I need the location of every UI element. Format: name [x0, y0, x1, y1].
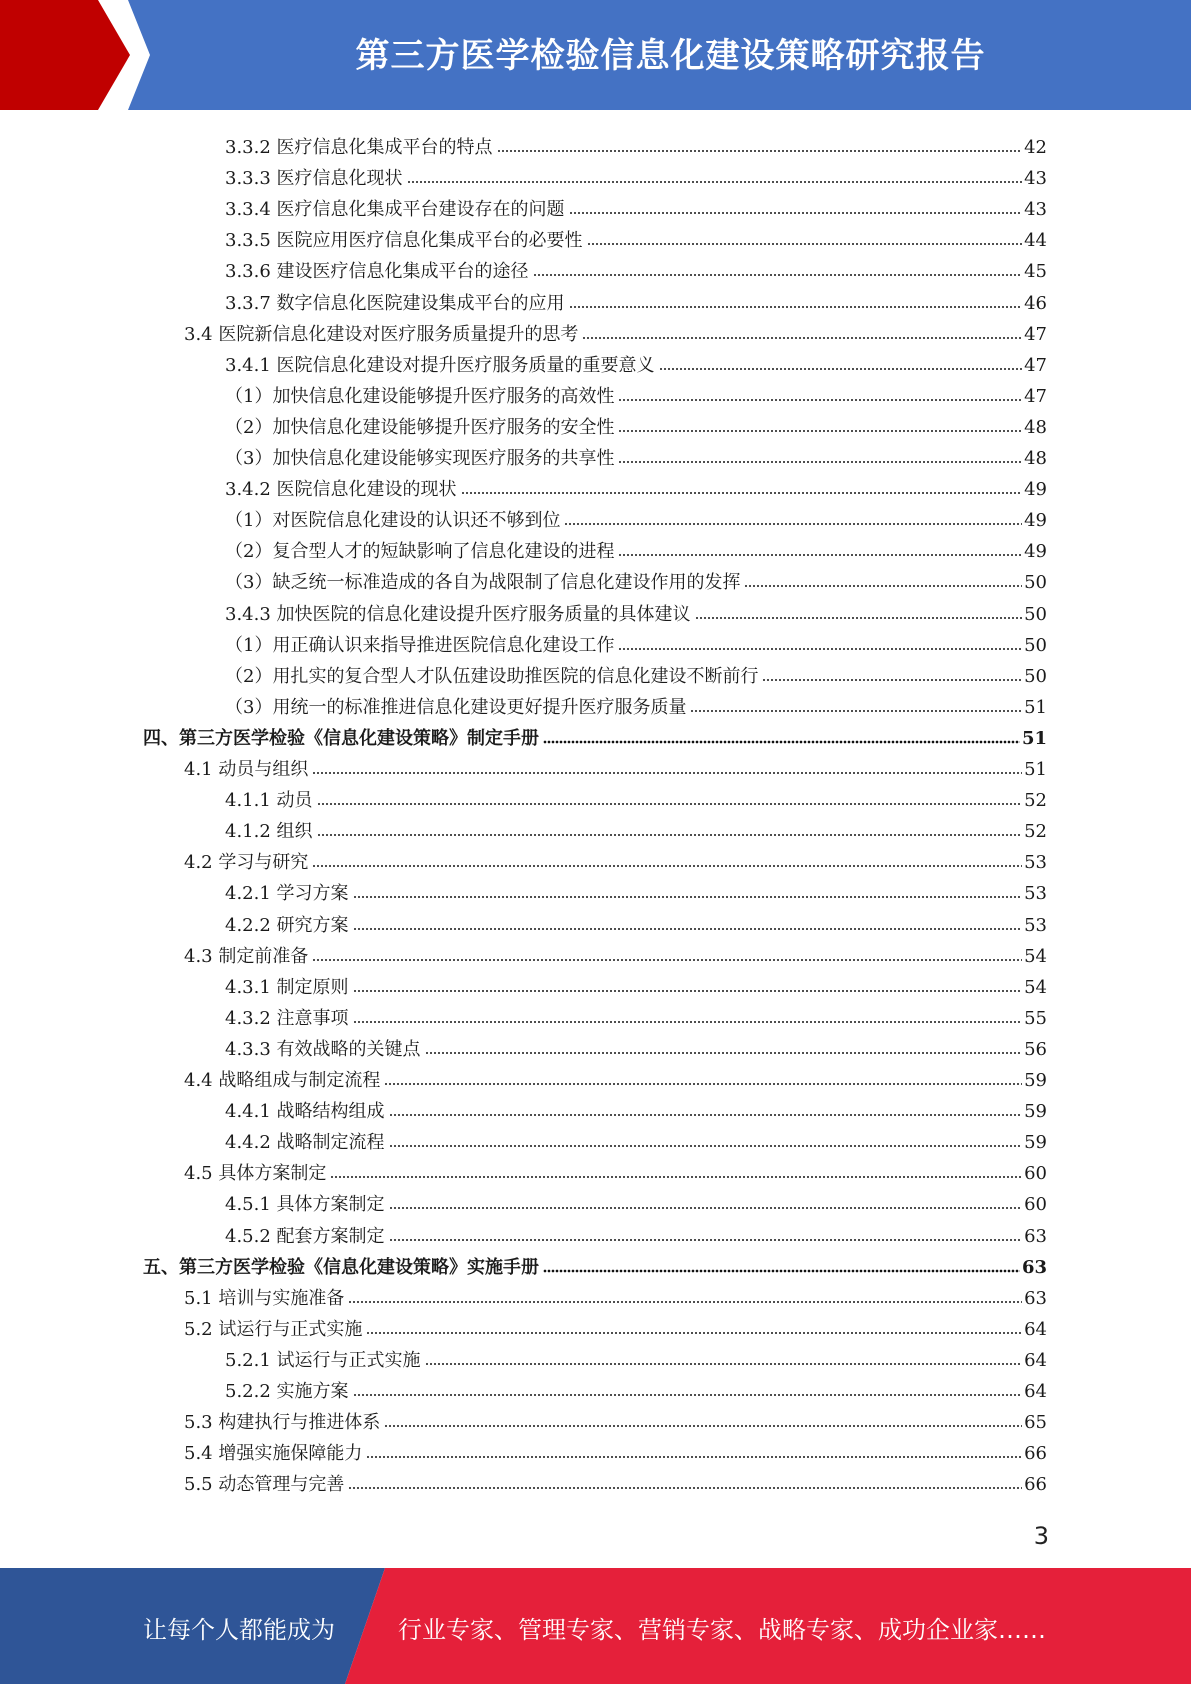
toc-entry-page: 51 [1021, 727, 1047, 749]
toc-entry-page: 46 [1024, 292, 1047, 314]
toc-entry-label: 4.1.2 组织 [225, 821, 313, 843]
toc-entry[interactable] [225, 377, 1047, 408]
toc-entry[interactable] [184, 1279, 1047, 1310]
toc-entry[interactable] [225, 1185, 1047, 1216]
toc-entry-label: 3.4.1 医院信息化建设对提升医疗服务质量的重要意义 [225, 354, 655, 376]
footer-slogan-right: 行业专家、管理专家、营销专家、战略专家、成功企业家…… [398, 1616, 1046, 1644]
toc-entry-page: 51 [1024, 759, 1047, 780]
toc-leader-dots [330, 1174, 1022, 1180]
toc-entry-label: （2）用扎实的复合型人才队伍建设助推医院的信息化建设不断前行 [225, 665, 759, 687]
toc-leader-dots [312, 957, 1022, 963]
toc-entry-label: 5.4 增强实施保障能力 [184, 1443, 363, 1465]
toc-entry-page: 48 [1024, 448, 1047, 469]
toc-leader-dots [312, 863, 1022, 869]
toc-entry[interactable] [225, 906, 1047, 937]
toc-entry-label: 4.1 动员与组织 [184, 759, 309, 780]
footer-banner [0, 1568, 1191, 1684]
toc-entry[interactable] [225, 781, 1047, 812]
toc-entry-page: 50 [1024, 665, 1047, 687]
toc-leader-dots [353, 894, 1023, 900]
toc-entry[interactable] [184, 1434, 1047, 1465]
toc-entry[interactable] [184, 1061, 1047, 1092]
toc-entry-label: 4.5.2 配套方案制定 [225, 1225, 385, 1247]
toc-entry[interactable] [225, 1092, 1047, 1123]
toc-entry-page: 43 [1024, 168, 1047, 190]
toc-entry-label: 5.2.1 试运行与正式实施 [225, 1349, 421, 1371]
toc-leader-dots [389, 1237, 1023, 1243]
toc-leader-dots [389, 1205, 1023, 1211]
toc-entry-page: 60 [1024, 1194, 1047, 1216]
toc-entry[interactable] [225, 346, 1047, 377]
toc-leader-dots [659, 366, 1023, 372]
toc-entry-label: 4.5.1 具体方案制定 [225, 1194, 385, 1216]
toc-leader-dots [618, 428, 1022, 434]
toc-leader-dots [366, 1330, 1022, 1336]
toc-entry[interactable] [143, 1248, 1047, 1279]
toc-leader-dots [348, 1485, 1022, 1491]
toc-entry-page: 49 [1024, 541, 1047, 563]
toc-entry[interactable] [225, 128, 1047, 159]
toc-entry-label: 3.3.3 医疗信息化现状 [225, 168, 403, 190]
toc-entry-page: 50 [1024, 603, 1047, 625]
toc-leader-dots [618, 552, 1022, 558]
toc-entry[interactable] [143, 719, 1047, 750]
toc-entry-page: 49 [1024, 479, 1047, 501]
toc-entry-label: 4.5 具体方案制定 [184, 1163, 327, 1185]
toc-leader-dots [690, 708, 1022, 714]
toc-leader-dots [618, 646, 1022, 652]
toc-entry-label: 4.2.1 学习方案 [225, 883, 349, 905]
toc-entry[interactable] [225, 252, 1047, 283]
toc-entry[interactable] [225, 1217, 1047, 1248]
toc-leader-dots [353, 988, 1023, 994]
toc-entry-page: 54 [1024, 945, 1047, 967]
toc-entry-label: 5.2 试运行与正式实施 [184, 1318, 363, 1340]
toc-entry[interactable] [225, 439, 1047, 470]
toc-entry-label: 5.2.2 实施方案 [225, 1381, 349, 1402]
toc-entry-label: 3.4.3 加快医院的信息化建设提升医疗服务质量的具体建议 [225, 603, 691, 625]
toc-leader-dots [533, 272, 1023, 278]
toc-entry[interactable] [225, 532, 1047, 563]
toc-entry-page: 50 [1024, 634, 1047, 656]
toc-leader-dots [618, 459, 1022, 465]
toc-entry[interactable] [225, 470, 1047, 501]
toc-entry-page: 47 [1024, 385, 1047, 407]
toc-entry-page: 44 [1024, 230, 1047, 252]
toc-leader-dots [569, 210, 1023, 216]
toc-entry-label: 5.5 动态管理与完善 [184, 1474, 345, 1496]
toc-entry-page: 59 [1024, 1101, 1047, 1123]
toc-entry-label: 四、第三方医学检验《信息化建设策略》制定手册 [143, 727, 539, 749]
toc-entry-label: 4.3.1 制定原则 [225, 976, 349, 998]
header-chevron-decoration [0, 0, 160, 110]
toc-entry-label: 4.1.1 动员 [225, 790, 313, 812]
toc-entry-page: 63 [1024, 1287, 1047, 1309]
toc-entry[interactable] [184, 843, 1047, 874]
toc-entry[interactable] [184, 1465, 1047, 1496]
toc-entry-label: 4.4.1 战略结构组成 [225, 1101, 385, 1123]
toc-entry-label: 五、第三方医学检验《信息化建设策略》实施手册 [143, 1256, 539, 1278]
toc-leader-dots [569, 304, 1023, 310]
toc-entry[interactable] [225, 190, 1047, 221]
toc-entry-label: 4.3.3 有效战略的关键点 [225, 1038, 421, 1060]
toc-leader-dots [389, 1143, 1023, 1149]
toc-entry-label: （3）用统一的标准推进信息化建设更好提升医疗服务质量 [225, 696, 687, 718]
toc-leader-dots [744, 583, 1022, 589]
toc-entry-page: 60 [1024, 1163, 1047, 1185]
toc-entry[interactable] [225, 626, 1047, 657]
toc-entry-label: 3.3.4 医疗信息化集成平台建设存在的问题 [225, 199, 565, 221]
toc-leader-dots [366, 1454, 1022, 1460]
toc-leader-dots [762, 677, 1022, 683]
toc-entry-label: （1）用正确认识来指导推进医院信息化建设工作 [225, 634, 615, 656]
toc-leader-dots [695, 615, 1023, 621]
toc-leader-dots [618, 397, 1022, 403]
toc-entry-page: 51 [1024, 696, 1047, 718]
toc-entry-label: （3）缺乏统一标准造成的各自为战限制了信息化建设作用的发挥 [225, 572, 741, 594]
toc-entry[interactable] [184, 1403, 1047, 1434]
toc-entry-label: 3.4.2 医院信息化建设的现状 [225, 479, 457, 501]
toc-entry-label: （2）加快信息化建设能够提升医疗服务的安全性 [225, 416, 615, 438]
toc-entry-label: 5.3 构建执行与推进体系 [184, 1412, 381, 1434]
toc-entry-label: 5.1 培训与实施准备 [184, 1287, 345, 1309]
toc-leader-dots [353, 926, 1023, 932]
toc-entry-label: 4.2.2 研究方案 [225, 914, 349, 936]
toc-leader-dots [317, 801, 1023, 807]
toc-entry-page: 47 [1024, 323, 1047, 345]
toc-leader-dots [564, 521, 1022, 527]
toc-entry[interactable] [184, 1310, 1047, 1341]
toc-leader-dots [425, 1050, 1023, 1056]
toc-entry[interactable] [225, 874, 1047, 905]
toc-entry-page: 56 [1024, 1038, 1047, 1060]
toc-entry-label: （1）加快信息化建设能够提升医疗服务的高效性 [225, 385, 615, 407]
toc-entry[interactable] [225, 1030, 1047, 1061]
toc-entry-page: 59 [1024, 1132, 1047, 1154]
toc-entry-page: 52 [1024, 821, 1047, 843]
toc-leader-dots [353, 1019, 1023, 1025]
toc-entry-page: 48 [1024, 416, 1047, 438]
toc-leader-dots [348, 1299, 1022, 1305]
toc-entry-page: 53 [1024, 852, 1047, 874]
toc-leader-dots [425, 1361, 1023, 1367]
toc-leader-dots [543, 1268, 1020, 1274]
toc-entry-label: 4.4.2 战略制定流程 [225, 1132, 385, 1154]
toc-entry[interactable] [225, 408, 1047, 439]
toc-entry[interactable] [225, 999, 1047, 1030]
toc-entry[interactable] [225, 1341, 1047, 1372]
toc-leader-dots [587, 241, 1023, 247]
toc-entry-label: 3.3.5 医院应用医疗信息化集成平台的必要性 [225, 230, 583, 252]
toc-leader-dots [353, 1392, 1023, 1398]
toc-leader-dots [407, 179, 1023, 185]
toc-entry-page: 66 [1024, 1474, 1047, 1496]
toc-entry-label: 3.3.6 建设医疗信息化集成平台的途径 [225, 261, 529, 283]
toc-leader-dots [384, 1423, 1022, 1429]
toc-entry[interactable] [225, 688, 1047, 719]
toc-entry[interactable] [225, 657, 1047, 688]
toc-entry[interactable] [184, 937, 1047, 968]
toc-entry[interactable] [184, 315, 1047, 346]
report-header-banner [0, 0, 1191, 110]
toc-leader-dots [582, 335, 1022, 341]
toc-entry-label: 4.3 制定前准备 [184, 945, 309, 967]
toc-leader-dots [384, 1081, 1022, 1087]
toc-entry-page: 42 [1024, 137, 1047, 158]
toc-entry[interactable] [225, 1372, 1047, 1403]
toc-entry-page: 43 [1024, 199, 1047, 221]
toc-leader-dots [461, 490, 1023, 496]
toc-entry-page: 64 [1024, 1318, 1047, 1340]
toc-entry[interactable] [225, 595, 1047, 626]
toc-entry[interactable] [225, 968, 1047, 999]
toc-entry-page: 63 [1021, 1256, 1047, 1278]
toc-leader-dots [312, 770, 1022, 776]
toc-entry[interactable] [184, 750, 1047, 781]
toc-entry[interactable] [225, 812, 1047, 843]
toc-entry-page: 54 [1024, 976, 1047, 998]
toc-entry[interactable] [225, 221, 1047, 252]
toc-leader-dots [317, 832, 1023, 838]
toc-entry-label: 3.3.7 数字信息化医院建设集成平台的应用 [225, 292, 565, 314]
toc-entry[interactable] [184, 1154, 1047, 1185]
toc-entry-page: 50 [1024, 572, 1047, 594]
toc-entry-label: （3）加快信息化建设能够实现医疗服务的共享性 [225, 448, 615, 469]
toc-entry-page: 55 [1024, 1007, 1047, 1029]
toc-entry[interactable] [225, 284, 1047, 315]
toc-entry-label: 4.3.2 注意事项 [225, 1007, 349, 1029]
toc-entry-page: 63 [1024, 1225, 1047, 1247]
toc-entry-label: 3.4 医院新信息化建设对医疗服务质量提升的思考 [184, 323, 579, 345]
toc-entry-page: 47 [1024, 354, 1047, 376]
toc-entry-page: 64 [1024, 1381, 1047, 1402]
toc-entry[interactable] [225, 501, 1047, 532]
toc-entry-label: 4.2 学习与研究 [184, 852, 309, 874]
toc-entry-label: （1）对医院信息化建设的认识还不够到位 [225, 510, 561, 532]
toc-entry-page: 65 [1024, 1412, 1047, 1434]
report-title: 第三方医学检验信息化建设策略研究报告 [355, 36, 986, 76]
toc-entry[interactable] [225, 1123, 1047, 1154]
toc-entry-page: 59 [1024, 1070, 1047, 1091]
toc-leader-dots [389, 1112, 1023, 1118]
toc-entry-page: 53 [1024, 883, 1047, 905]
toc-leader-dots [497, 148, 1023, 154]
toc-entry-page: 52 [1024, 790, 1047, 812]
toc-entry-label: 3.3.2 医疗信息化集成平台的特点 [225, 137, 493, 158]
toc-entry-label: （2）复合型人才的短缺影响了信息化建设的进程 [225, 541, 615, 563]
toc-entry-page: 66 [1024, 1443, 1047, 1465]
toc-leader-dots [543, 739, 1020, 745]
footer-slogan-left: 让每个人都能成为 [143, 1616, 335, 1644]
toc-entry-page: 53 [1024, 914, 1047, 936]
toc-entry-page: 45 [1024, 261, 1047, 283]
page-number: 3 [1033, 1522, 1049, 1550]
toc-entry[interactable] [225, 563, 1047, 594]
toc-entry-page: 49 [1024, 510, 1047, 532]
toc-entry-label: 4.4 战略组成与制定流程 [184, 1070, 381, 1091]
toc-entry-page: 64 [1024, 1349, 1047, 1371]
toc-entry[interactable] [225, 159, 1047, 190]
